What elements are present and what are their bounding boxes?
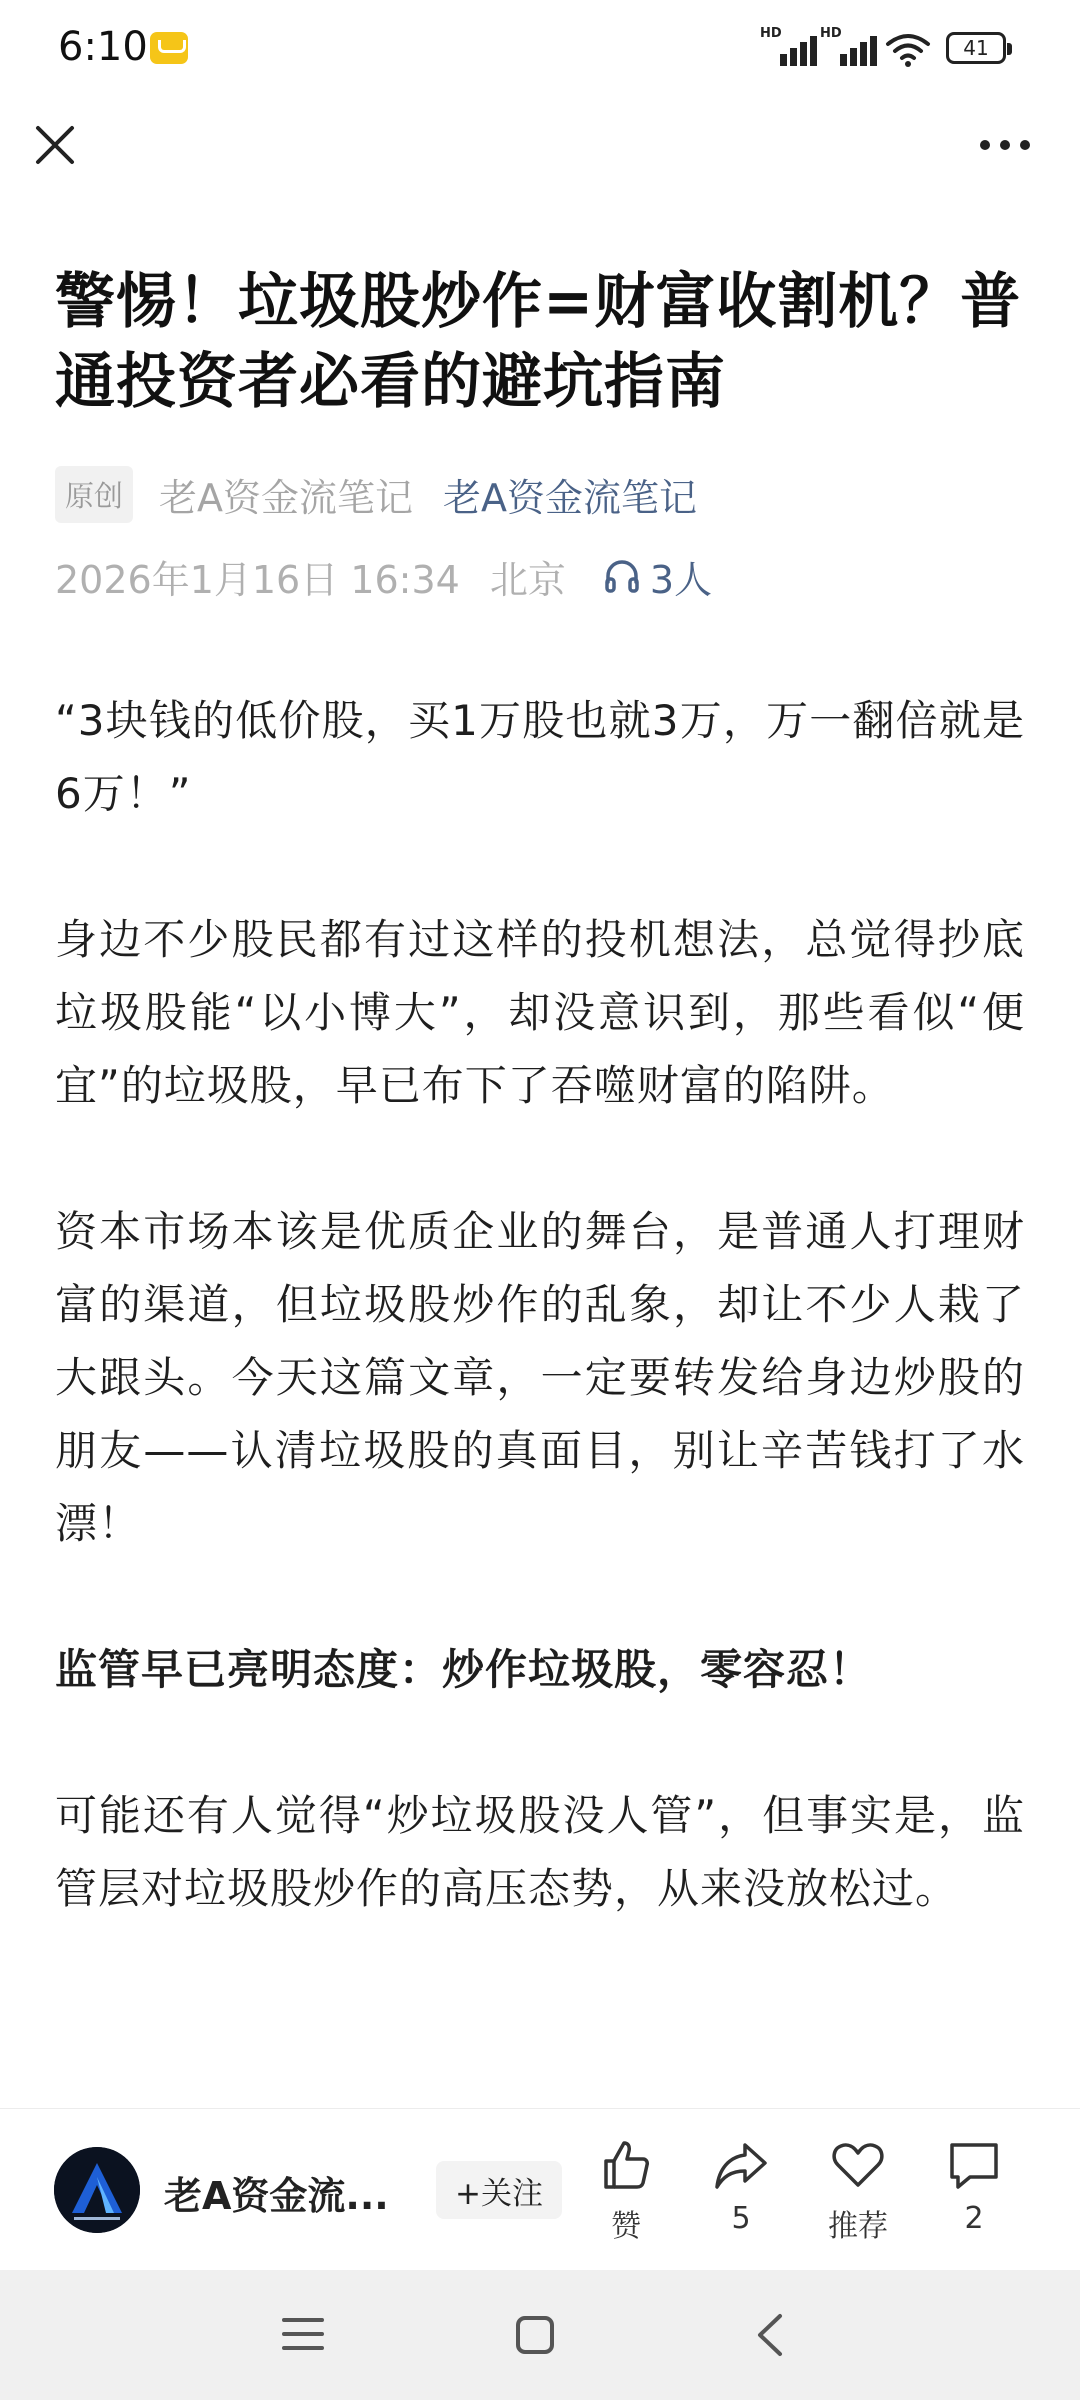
publish-location: 北京 — [489, 557, 566, 602]
back-icon[interactable] — [752, 2312, 788, 2358]
comment-button[interactable] — [924, 2137, 1024, 2236]
share-icon — [713, 2137, 769, 2193]
status-time: 6:10 — [58, 24, 148, 70]
mail-icon — [150, 32, 188, 64]
thumbs-up-icon — [598, 2137, 654, 2193]
article-meta-author — [55, 466, 697, 522]
network-type-label: HD — [760, 26, 782, 41]
close-icon[interactable] — [30, 120, 80, 170]
share-count: 5 — [731, 2201, 751, 2236]
bottom-author-name[interactable]: 老A资金流... — [164, 2174, 389, 2218]
publish-datetime: 2026年1月16日 16:34 — [55, 557, 460, 602]
bottom-action-bar — [0, 2108, 1080, 2269]
comment-count: 2 — [964, 2201, 984, 2236]
network-type-label: HD — [820, 26, 842, 41]
wifi-icon — [884, 30, 932, 70]
article-paragraph: 可能还有人觉得“炒垃圾股没人管”，但事实是，监管层对垃圾股炒作的高压态势，从来没放松过。 — [55, 1791, 1025, 1913]
signal-icon — [760, 26, 816, 70]
article-paragraph: 资本市场本该是优质企业的舞台，是普通人打理财富的渠道，但垃圾股炒作的乱象，却让不少人栽了大跟头。今天这篇文章，一定要转发给身边炒股的朋友——认清垃圾股的真面目，别让辛苦钱打了水漂！ — [55, 1207, 1025, 1548]
recommend-button[interactable] — [808, 2137, 908, 2245]
article-paragraph: 身边不少股民都有过这样的投机想法，总觉得抄底垃圾股能“以小博大”，却没意识到，那些看似“便宜”的垃圾股，早已布下了吞噬财富的陷阱。 — [55, 915, 1025, 1110]
author-logo-icon — [54, 2147, 140, 2233]
heart-icon — [830, 2137, 886, 2193]
recommend-label: 推荐 — [828, 2209, 888, 2244]
avatar[interactable] — [54, 2147, 140, 2233]
follow-button[interactable]: +关注 — [436, 2161, 562, 2219]
comment-icon — [946, 2137, 1002, 2193]
signal-icon — [820, 26, 876, 70]
listener-count: 3人 — [649, 557, 713, 602]
original-badge: 原创 — [55, 466, 133, 523]
status-bar — [0, 0, 1080, 100]
headphones-icon — [602, 556, 642, 596]
author-link[interactable]: 老A资金流笔记 — [443, 475, 698, 520]
home-icon[interactable] — [514, 2314, 556, 2356]
like-button[interactable] — [576, 2137, 676, 2245]
listen-button[interactable] — [602, 549, 712, 604]
article-body — [55, 684, 1025, 1998]
article-paragraph: “3块钱的低价股，买1万股也就3万，万一翻倍就是6万！” — [55, 696, 1025, 818]
article-title: 警惕！垃圾股炒作=财富收割机？普通投资者必看的避坑指南 — [55, 267, 1022, 417]
author-source: 老A资金流笔记 — [159, 475, 414, 520]
system-nav-bar — [0, 2270, 1080, 2400]
menu-icon[interactable] — [282, 2314, 324, 2354]
article-subheading: 监管早已亮明态度：炒作垃圾股，零容忍！ — [55, 1645, 873, 1694]
more-dots-icon[interactable] — [975, 122, 1035, 168]
battery-level: 41 — [963, 36, 989, 60]
like-label: 赞 — [611, 2209, 641, 2244]
article-meta-info — [55, 548, 712, 604]
battery-icon — [946, 32, 1006, 64]
share-button[interactable] — [691, 2137, 791, 2236]
